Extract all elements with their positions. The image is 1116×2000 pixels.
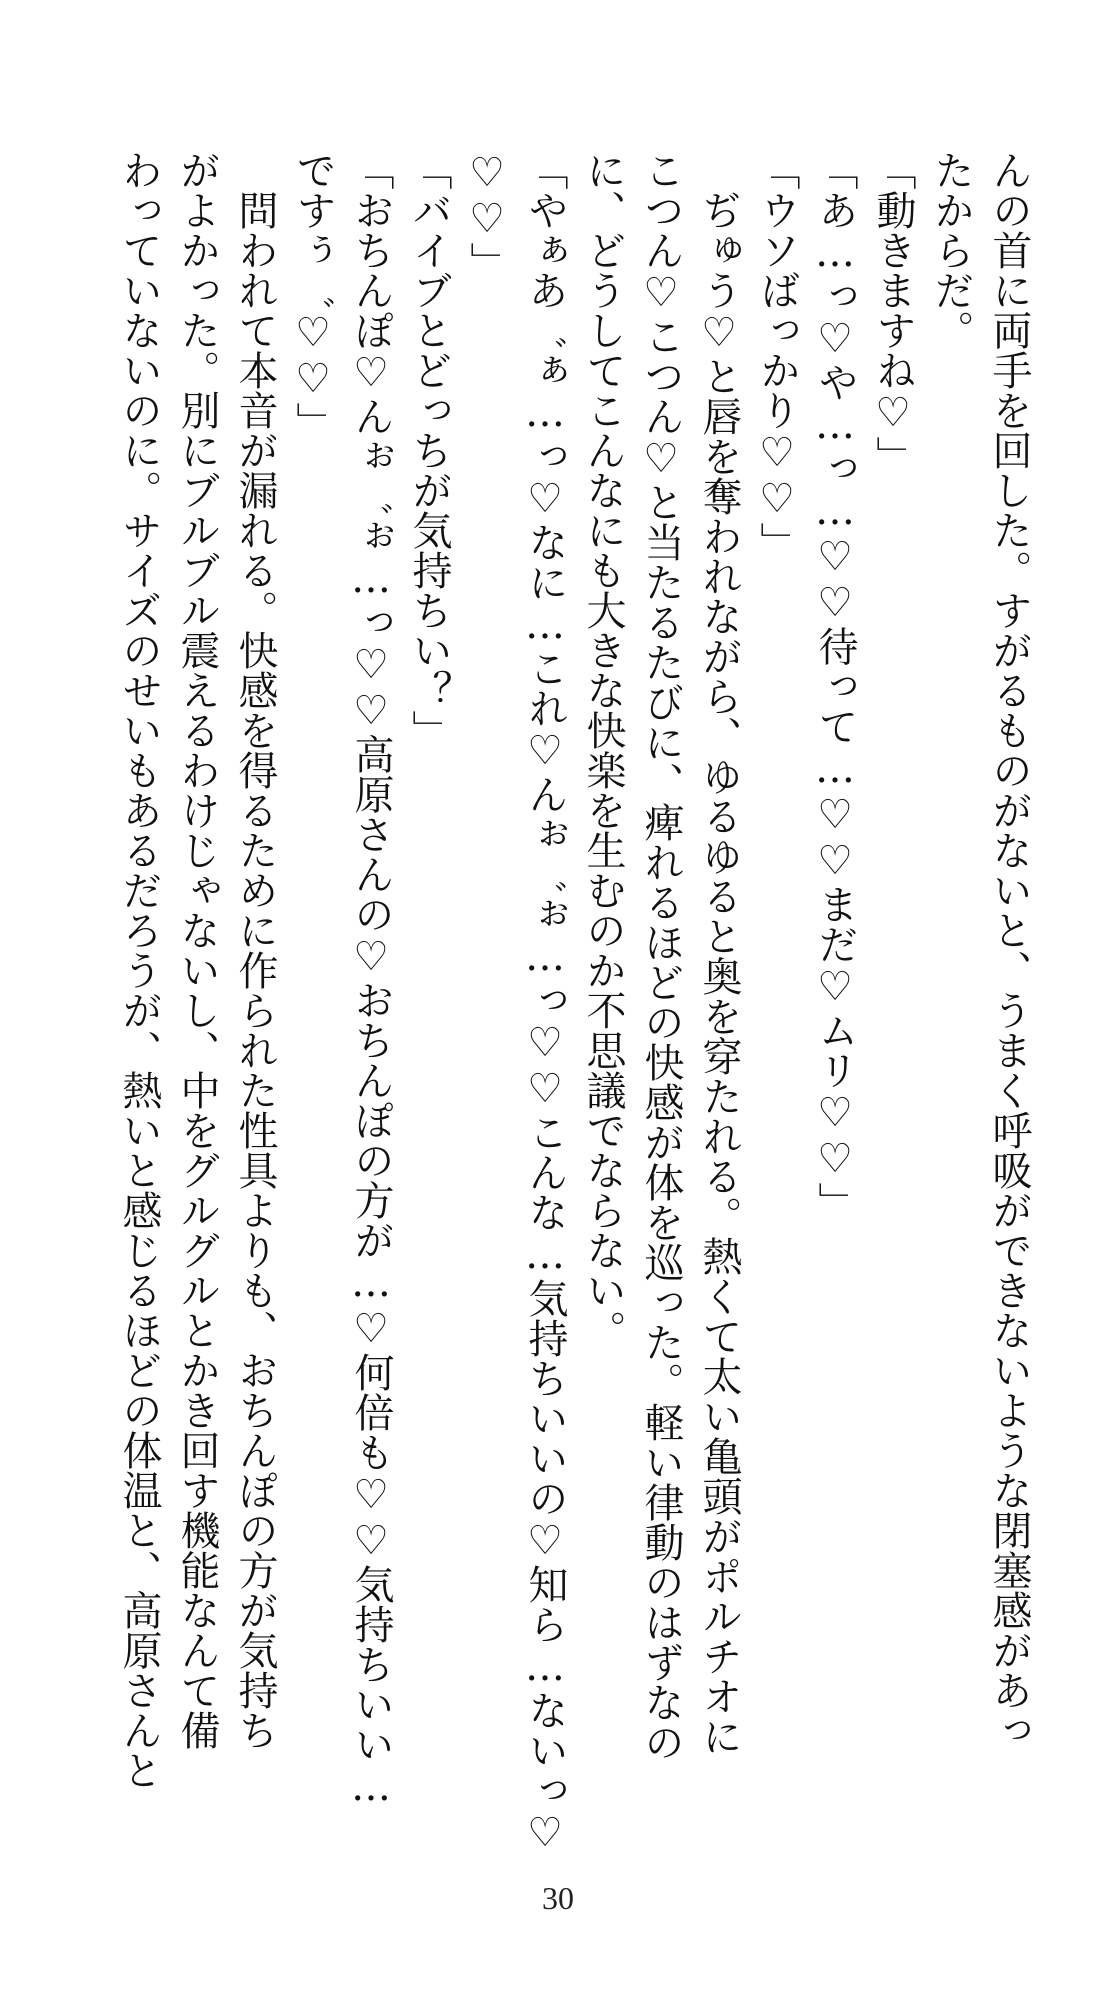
body-text	[110, 150, 1038, 1856]
text-line: こつん♡こつん♡と当たるたびに、痺れるほどの快感が体を巡った。軽い律動のはずなの	[638, 150, 684, 1762]
text-line: 「動きますね♡」	[870, 150, 916, 476]
text-line: 「おちんぽ♡んぉ゛ぉ…っ♡♡高原さんの♡おちんぽの方が…♡何倍も♡♡気持ちいい…	[348, 150, 394, 1810]
text-line: がよかった。別にブルブル震えるわけじゃないし、中をグルグルとかき回す機能なんて備	[174, 150, 220, 1750]
text-line: 問われて本音が漏れる。快感を得るために作られた性具よりも、おちんぽの方が気持ち	[232, 150, 278, 1750]
text-line: たからだ。	[928, 150, 974, 350]
text-line: ですぅ゛♡♡」	[290, 150, 336, 442]
text-line: 「やぁあ゛ぁ…っ♡なに…これ♡んぉ゛ぉ…っ♡♡こんな…気持ちいいの♡知ら…ないっ♡	[522, 150, 568, 1856]
page-number: 30	[542, 1880, 574, 1916]
text-line: わっていないのに。サイズのせいもあるだろうが、熱いと感じるほどの体温と、高原さんと	[116, 150, 162, 1790]
text-line: ♡♡」	[464, 150, 510, 282]
text-line: んの首に両手を回した。すがるものがないと、うまく呼吸ができないような閉塞感があっ	[986, 150, 1032, 1750]
text-line: 「バイブとどっちが気持ちい？」	[406, 150, 452, 750]
text-line: ぢゅう♡と唇を奪われながら、ゆるゆると奥を穿たれる。熱くて太い亀頭がポルチオに	[696, 150, 742, 1756]
text-line: 「ウソばっかり♡♡」	[754, 150, 800, 562]
text-line: 「あ…っ♡や…っ…♡♡待って…♡♡まだ♡ムリ♡♡」	[812, 150, 858, 1222]
text-line: に、どうしてこんなにも大きな快楽を生むのか不思議でならない。	[580, 150, 626, 1350]
